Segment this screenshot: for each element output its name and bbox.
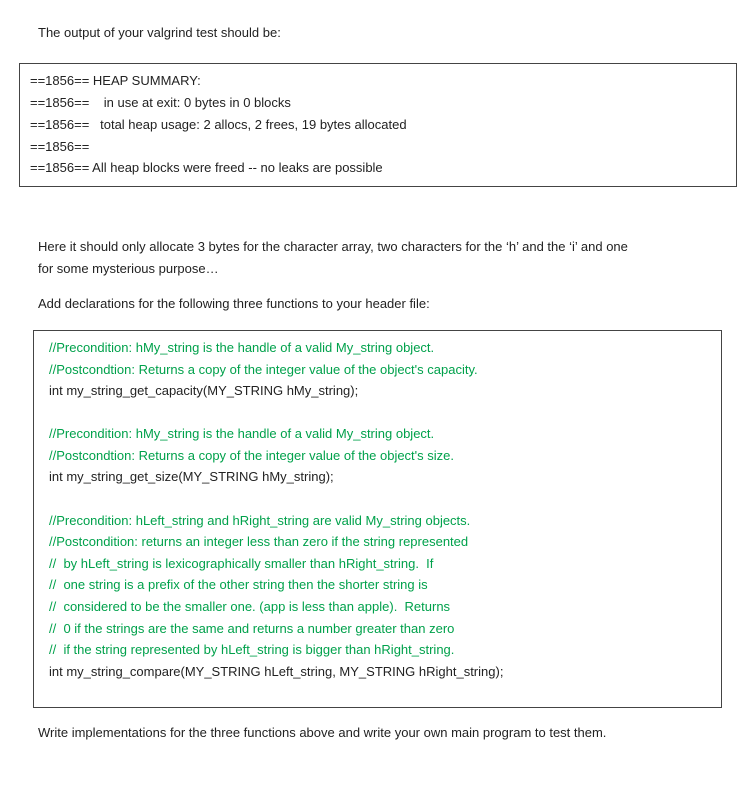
code-comment: //Postcondition: returns an integer less than zero if the string represented <box>49 534 469 549</box>
output-line: ==1856== HEAP SUMMARY: <box>30 73 201 88</box>
valgrind-output-box <box>19 63 737 187</box>
output-line: ==1856== All heap blocks were freed -- no leaks are possible <box>30 160 383 175</box>
output-line: ==1856== in use at exit: 0 bytes in 0 blocks <box>30 95 291 110</box>
output-line: ==1856== <box>30 139 90 154</box>
code-declaration: int my_string_get_size(MY_STRING hMy_string); <box>49 469 334 484</box>
code-declaration: int my_string_compare(MY_STRING hLeft_string, MY_STRING hRight_string); <box>49 664 504 679</box>
intro-text: The output of your valgrind test should be: <box>38 25 281 40</box>
code-comment: // one string is a prefix of the other string then the shorter string is <box>49 577 428 592</box>
code-comment: //Precondition: hMy_string is the handle of a valid My_string object. <box>49 426 435 441</box>
explanation-line-2: for some mysterious purpose… <box>38 261 219 276</box>
output-line: ==1856== total heap usage: 2 allocs, 2 frees, 19 bytes allocated <box>30 117 407 132</box>
code-comment: // 0 if the strings are the same and returns a number greater than zero <box>49 621 455 636</box>
code-comment: //Postcondtion: Returns a copy of the integer value of the object's size. <box>49 448 454 463</box>
explanation-line-1: Here it should only allocate 3 bytes for the character array, two characters for the ‘h’ and the ‘i’ and one <box>38 239 628 254</box>
code-comment: // if the string represented by hLeft_string is bigger than hRight_string. <box>49 642 455 657</box>
add-declarations-text: Add declarations for the following three functions to your header file: <box>38 296 430 311</box>
code-declaration: int my_string_get_capacity(MY_STRING hMy_string); <box>49 383 359 398</box>
code-comment: //Postcondtion: Returns a copy of the integer value of the object's capacity. <box>49 362 478 377</box>
code-comment: // considered to be the smaller one. (app is less than apple). Returns <box>49 599 451 614</box>
code-box <box>33 330 722 708</box>
code-comment: // by hLeft_string is lexicographically smaller than hRight_string. If <box>49 556 434 571</box>
closing-text: Write implementations for the three functions above and write your own main program to test them. <box>38 725 607 740</box>
code-comment: //Precondition: hMy_string is the handle of a valid My_string object. <box>49 340 435 355</box>
code-comment: //Precondition: hLeft_string and hRight_string are valid My_string objects. <box>49 513 471 528</box>
